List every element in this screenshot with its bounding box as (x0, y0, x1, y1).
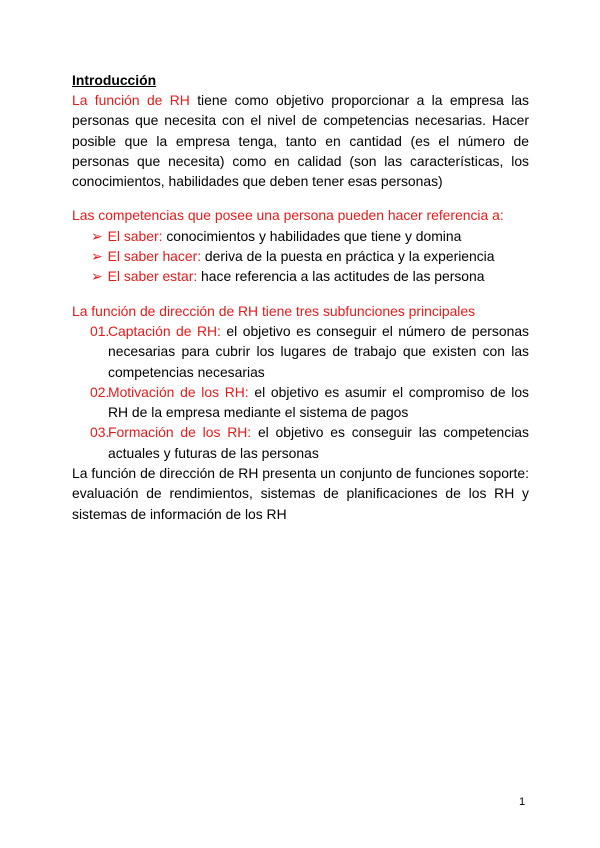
item-desc: el objetivo es conseguir el número de personas necesarias para cubrir los lugares de trabajo que existen con las competencias necesarias (108, 322, 530, 380)
item-number: 03. (90, 424, 110, 441)
direccion-title: La función de dirección de RH tiene tres subfunciones principales (72, 302, 476, 319)
item-term: El saber estar: (107, 268, 198, 285)
closing-paragraph: La función de dirección de RH presenta un conjunto de funciones soporte: evaluación de rendimientos, sistemas de planificaciones de los RH y sistemas de información de los RH (72, 465, 529, 522)
section-heading: Introducción (72, 72, 157, 88)
item-desc: el objetivo es conseguir las competencias actuales y futuras de las personas (108, 424, 529, 461)
item-term: Formación de los RH: (108, 424, 252, 441)
subfunciones-list (72, 321, 529, 463)
item-term: El saber: (107, 227, 163, 244)
item-desc: hace referencia a las actitudes de las persona (197, 268, 485, 285)
list-item (91, 246, 529, 266)
item-term: El saber hacer: (107, 248, 202, 265)
arrow-bullet-icon: ➢ (91, 268, 103, 285)
list-item (72, 422, 529, 463)
item-desc: el objetivo es asumir el compromiso de los RH de la empresa mediante el sistema de pagos (108, 383, 530, 421)
item-desc: deriva de la puesta en práctica y la experiencia (201, 248, 495, 265)
arrow-bullet-icon: ➢ (91, 227, 103, 244)
list-item (91, 266, 529, 286)
item-term: Motivación de los RH: (108, 383, 249, 400)
intro-paragraph (72, 90, 529, 191)
page-number: 1 (519, 796, 526, 808)
document-page (72, 70, 529, 524)
arrow-bullet-icon: ➢ (91, 248, 103, 265)
list-item (91, 226, 529, 246)
item-number: 01. (90, 322, 110, 339)
item-desc: conocimientos y habilidades que tiene y domina (162, 227, 462, 244)
competencias-title: Las competencias que posee una persona pueden hacer referencia a: (72, 207, 504, 224)
item-term: Captación de RH: (108, 322, 221, 339)
intro-red-term: La función de RH (72, 92, 190, 108)
item-number: 02. (90, 383, 110, 400)
competencias-list (72, 226, 529, 287)
list-item (72, 321, 529, 382)
intro-text: tiene como objetivo proporcionar a la empresa las personas que necesita con el nivel de competencias necesarias. Hacer posible que la empresa tenga, tanto en cantidad (es el número de personas que necesita) como en calidad (son las características, los conocimientos, habilidades que deben tener esas personas) (72, 92, 529, 190)
list-item (72, 382, 529, 423)
